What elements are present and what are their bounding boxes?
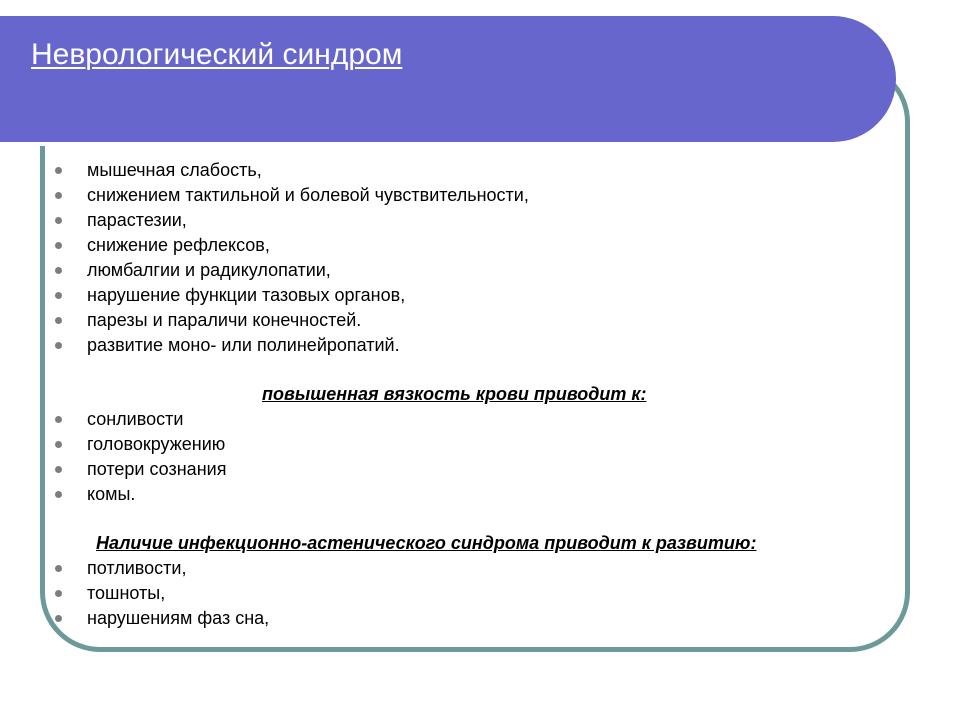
slide-content [50, 158, 890, 631]
list-item [50, 308, 890, 333]
list-item-text: снижение рефлексов, [87, 235, 270, 255]
list-item [50, 407, 890, 432]
list-item [50, 556, 890, 581]
bullet-icon [55, 466, 62, 473]
list-item-text: сонливости [87, 409, 184, 429]
list-item [50, 432, 890, 457]
infection-effects-list [50, 556, 890, 631]
list-item-text: люмбалгии и радикулопатии, [87, 260, 331, 280]
list-item-text: мышечная слабость, [87, 160, 262, 180]
bullet-icon [55, 565, 62, 572]
list-item-text: головокружению [87, 434, 226, 454]
title-band [0, 16, 896, 142]
list-item [50, 581, 890, 606]
list-item [50, 457, 890, 482]
bullet-icon [55, 217, 62, 224]
title-divider [0, 142, 848, 146]
bullet-icon [55, 615, 62, 622]
list-item-text: нарушение функции тазовых органов, [87, 285, 406, 305]
list-item-text: нарушениям фаз сна, [87, 608, 270, 628]
section-heading-infection: Наличие инфекционно-астенического синдрома приводит к развитию: [96, 533, 757, 553]
bullet-icon [55, 317, 62, 324]
list-item [50, 283, 890, 308]
bullet-icon [55, 242, 62, 249]
list-item-text: комы. [87, 484, 136, 504]
list-item-text: потливости, [87, 558, 187, 578]
bullet-icon [55, 441, 62, 448]
section-heading-viscosity: повышенная вязкость крови приводит к: [262, 384, 647, 404]
list-item-text: парастезии, [87, 210, 187, 230]
bullet-icon [55, 416, 62, 423]
list-item [50, 158, 890, 183]
bullet-icon [55, 167, 62, 174]
list-item [50, 333, 890, 358]
bullet-icon [55, 267, 62, 274]
list-item [50, 606, 890, 631]
list-item [50, 183, 890, 208]
list-item [50, 482, 890, 507]
list-item-text: снижением тактильной и болевой чувствительности, [87, 185, 529, 205]
bullet-icon [55, 192, 62, 199]
list-item [50, 258, 890, 283]
bullet-icon [55, 292, 62, 299]
bullet-icon [55, 342, 62, 349]
list-item-text: тошноты, [87, 583, 166, 603]
list-item-text: потери сознания [87, 459, 227, 479]
list-item [50, 233, 890, 258]
bullet-icon [55, 491, 62, 498]
list-item-text: развитие моно- или полинейропатий. [87, 335, 400, 355]
viscosity-effects-list [50, 407, 890, 507]
list-item-text: парезы и параличи конечностей. [87, 310, 362, 330]
list-item [50, 208, 890, 233]
slide-title: Неврологический синдром [31, 38, 403, 71]
symptom-list [50, 158, 890, 358]
bullet-icon [55, 590, 62, 597]
